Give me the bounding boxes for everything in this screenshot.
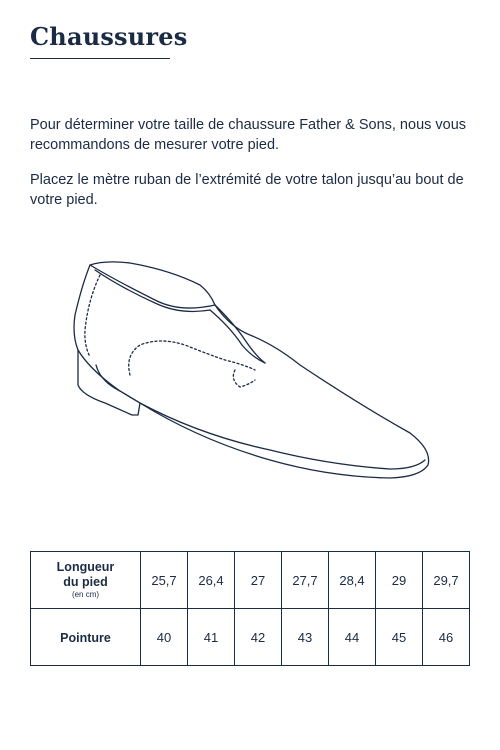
table-cell: 40 (141, 609, 188, 666)
table-cell: 41 (188, 609, 235, 666)
table-cell: 26,4 (188, 552, 235, 609)
shoe-size-header (31, 609, 141, 666)
intro-paragraph-1: Pour déterminer votre taille de chaussure Father & Sons, nous vous recommandons de mesurer votre pied. (30, 117, 467, 153)
table-row-shoe-size (31, 609, 470, 666)
title-underline (30, 58, 170, 59)
table-cell: 29,7 (423, 552, 470, 609)
table-cell: 28,4 (329, 552, 376, 609)
table-row-foot-length (31, 552, 470, 609)
intro-paragraph-2: Placez le mètre ruban de l’extrémité de votre talon jusqu’au bout de votre pied. (30, 172, 464, 208)
size-table (30, 551, 470, 666)
table-cell: 45 (376, 609, 423, 666)
foot-length-header (31, 552, 141, 609)
table-cell: 42 (235, 609, 282, 666)
foot-length-unit: (en cm) (71, 590, 100, 599)
table-cell: 43 (282, 609, 329, 666)
table-cell: 46 (423, 609, 470, 666)
table-cell: 27 (235, 552, 282, 609)
shoe-size-label: Pointure (60, 630, 111, 645)
table-cell: 25,7 (141, 552, 188, 609)
foot-length-label-line1: Longueur (56, 560, 115, 574)
table-cell: 29 (376, 552, 423, 609)
table-cell: 27,7 (282, 552, 329, 609)
table-cell: 44 (329, 609, 376, 666)
page-title: Chaussures (30, 22, 188, 51)
foot-length-label-line2: du pied (63, 575, 108, 589)
shoe-illustration (60, 245, 440, 490)
